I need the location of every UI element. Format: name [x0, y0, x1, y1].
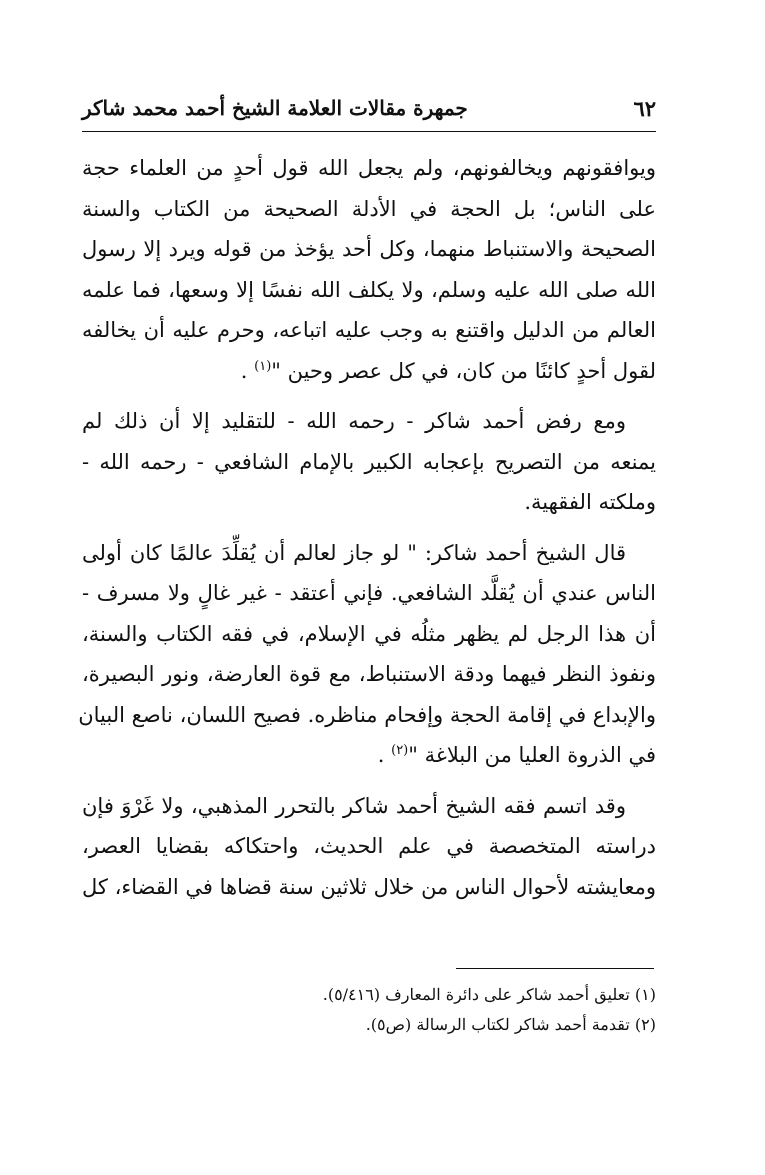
- page-number: ٦٢: [633, 96, 656, 121]
- footnote-1: (١) تعليق أحمد شاكر على دائرة المعارف (٥/٤١٦).: [322, 985, 656, 1004]
- text-line: الناس عندي أن يُقلَّد الشافعي. فإني أعتقد - غير غالٍ ولا مسرف -: [82, 581, 656, 605]
- text-line: والإبداع في إقامة الحجة وإفحام مناظره. فصيح اللسان، ناصع البيان: [78, 702, 656, 727]
- text-line: الله صلى الله عليه وسلم، ولا يكلف الله نفسًا إلا وسعها، فما علمه: [82, 277, 656, 302]
- footnote-ref-1: (١): [254, 358, 272, 374]
- paragraph-3: [78, 533, 656, 776]
- running-title: جمهرة مقالات العلامة الشيخ أحمد محمد شاكر: [82, 96, 468, 120]
- text-line-end: .: [240, 358, 255, 383]
- text-line-last: وملكته الفقهية.: [524, 490, 656, 514]
- text-line-last: [82, 351, 656, 392]
- text-line-end: .: [377, 743, 392, 767]
- footnotes: [82, 980, 656, 1040]
- text-line: أن هذا الرجل لم يظهر مثلُه في الإسلام، في فقه الكتاب والسنة،: [82, 621, 656, 646]
- text-line: ونفوذ النظر فيهما ودقة الاستنباط، مع قوة العارضة، ونور البصيرة،: [82, 662, 656, 686]
- text-line: وقد اتسم فقه الشيخ أحمد شاكر بالتحرر المذهبي، ولا غَرْوَ فإن: [82, 793, 626, 818]
- footnote-2: (٢) تقدمة أحمد شاكر لكتاب الرسالة (ص٥).: [365, 1015, 656, 1034]
- footnote-ref-2: (٢): [391, 743, 409, 758]
- text-line: العالم من الدليل واقتنع به وجب عليه اتباعه، وحرم عليه أن يخالفه: [82, 318, 656, 342]
- page-header: [82, 94, 656, 132]
- paragraph-4: [82, 786, 656, 908]
- body-text: [78, 148, 656, 907]
- header-rule: [82, 131, 656, 132]
- paragraph-2: [82, 401, 656, 523]
- text-line: دراسته المتخصصة في علم الحديث، واحتكاكه بقضايا العصر،: [82, 834, 656, 858]
- text-line: ومعايشته لأحوال الناس من خلال ثلاثين سنة قضاها في القضاء، كل: [82, 874, 656, 899]
- footnote-rule: [456, 968, 654, 969]
- text-line: الصحيحة والاستنباط منهما، وكل أحد يؤخذ من قوله ويرد إلا رسول: [82, 237, 656, 261]
- text-line-content: في الذروة العليا من البلاغة ": [408, 743, 656, 767]
- text-line-last: [82, 735, 656, 776]
- paragraph-1: [82, 148, 656, 391]
- text-line: على الناس؛ بل الحجة في الأدلة الصحيحة من الكتاب والسنة: [82, 196, 656, 221]
- text-line: يمنعه من التصريح بإعجابه الكبير بالإمام الشافعي - رحمه الله -: [82, 449, 656, 474]
- text-line: قال الشيخ أحمد شاكر: " لو جاز لعالم أن يُقلِّدَ عالمًا كان أولى: [82, 540, 626, 565]
- text-line: ومع رفض أحمد شاكر - رحمه الله - للتقليد إلا أن ذلك لم: [82, 409, 626, 433]
- text-line-content: لقول أحدٍ كائنًا من كان، في كل عصر وحين ": [271, 358, 656, 383]
- text-line: ويوافقونهم ويخالفونهم، ولم يجعل الله قول أحدٍ من العلماء حجة: [82, 156, 656, 180]
